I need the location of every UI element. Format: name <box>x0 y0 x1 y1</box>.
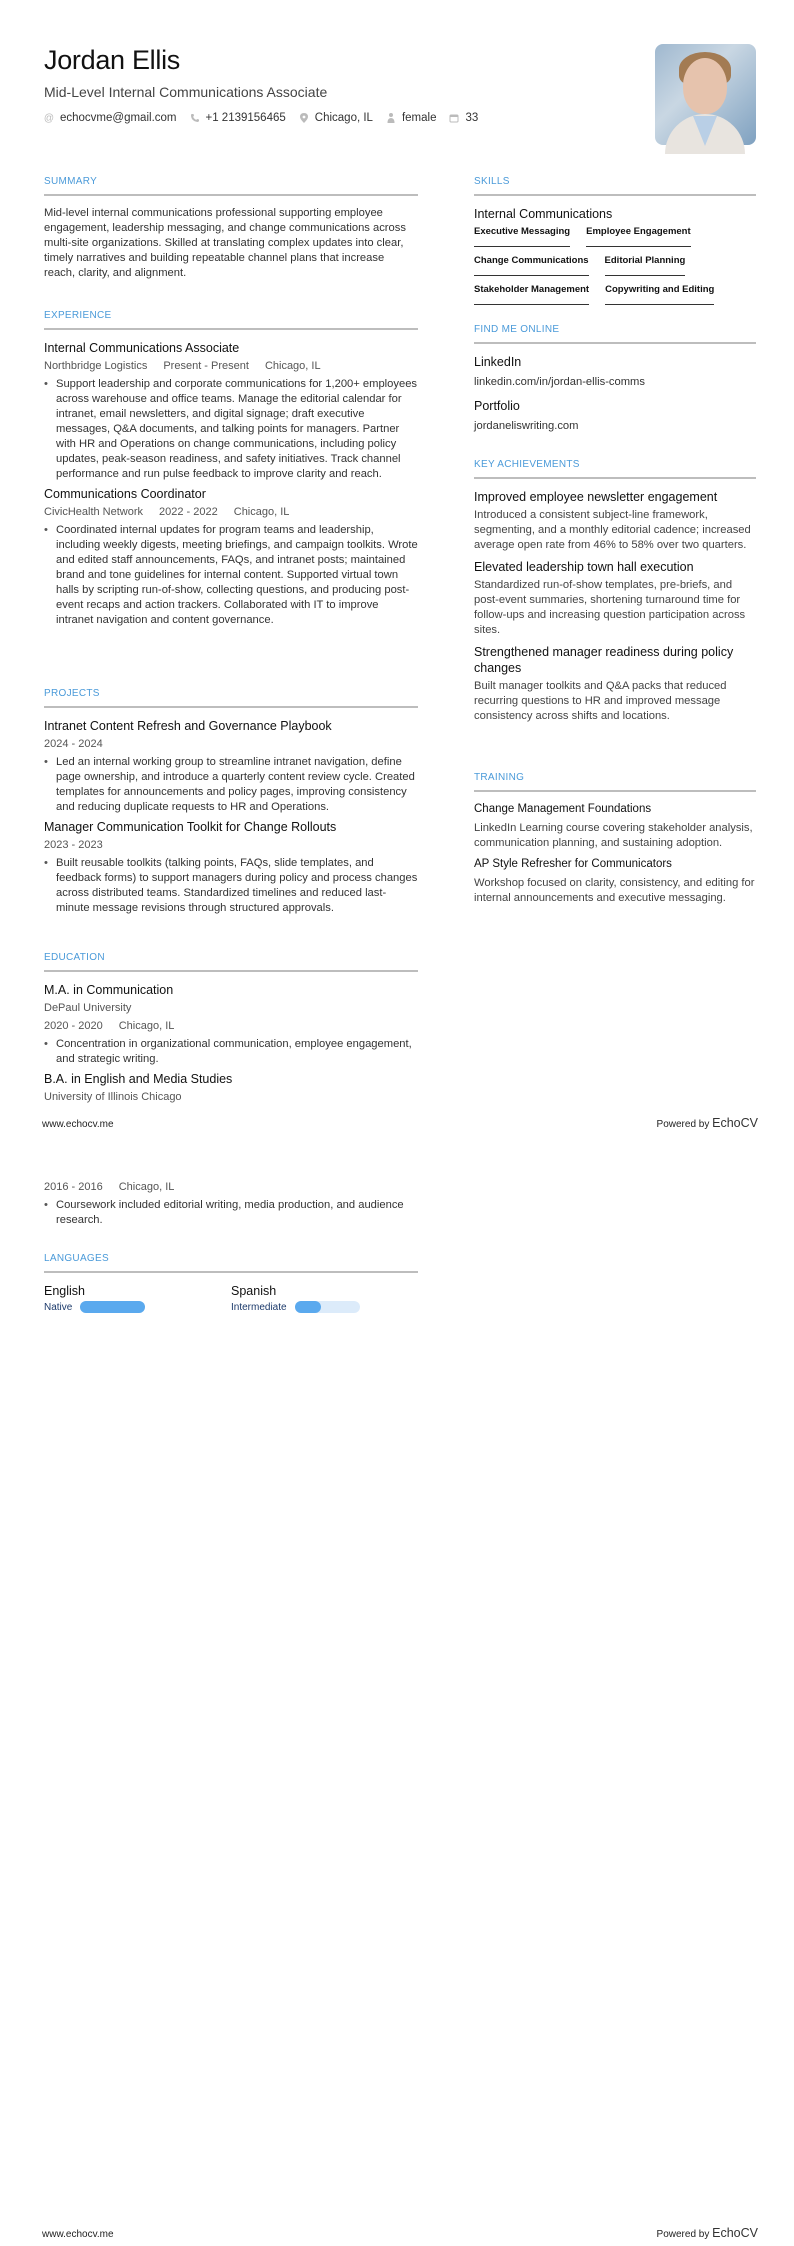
section-divider <box>474 790 756 792</box>
skill-tag: Employee Engagement <box>586 226 691 247</box>
job-location: Chicago, IL <box>233 506 290 518</box>
experience-item <box>44 486 418 628</box>
section-title: TRAINING <box>474 772 525 783</box>
location-pin-icon <box>299 113 309 123</box>
language-proficiency-bar <box>295 1301 360 1313</box>
section-title: SUMMARY <box>44 176 98 187</box>
project-description: • Led an internal working group to streamline intranet navigation, define page ownership, and introduce a quarterly content review cycle. Created templates for announcements and policy pages, improving consistency and reducing duplicate requests to HR and Operations. <box>44 755 418 815</box>
contact-age <box>449 112 478 124</box>
education-location: Chicago, IL <box>118 1020 175 1032</box>
summary-section <box>44 176 418 281</box>
education-continued <box>44 1177 418 1228</box>
projects-section <box>44 688 418 916</box>
education-dates: 2016 - 2016 <box>44 1181 103 1193</box>
skills-section <box>474 176 756 313</box>
resume-page-2 <box>0 1123 794 2246</box>
education-item <box>44 982 418 1067</box>
achievement-description: Built manager toolkits and Q&A packs that reduced recurring questions to HR and improved message consistency across shifts and locations. <box>474 680 727 722</box>
footer-powered-by: Powered by EchoCV <box>656 2226 758 2240</box>
profile-photo <box>655 44 756 145</box>
degree-title: M.A. in Communication <box>44 983 174 997</box>
footer-brand[interactable]: EchoCV <box>712 2226 758 2240</box>
footer-brand[interactable]: EchoCV <box>712 1116 758 1130</box>
contact-gender-value: female <box>401 112 437 124</box>
education-description: • Coursework included editorial writing, media production, and audience research. <box>44 1198 418 1228</box>
education-item <box>44 1071 418 1105</box>
achievement-description: Introduced a consistent subject-line framework, segmenting, and a monthly editorial cadence; increased average open rate from 46% to 58% over two quarters. <box>474 509 751 551</box>
section-title: EDUCATION <box>44 952 105 963</box>
language-level: Native <box>44 1301 73 1313</box>
achievements-section <box>474 459 756 730</box>
experience-item <box>44 340 418 482</box>
skill-tag: Change Communications <box>474 255 589 276</box>
section-title: KEY ACHIEVEMENTS <box>474 459 580 470</box>
project-item <box>44 718 418 815</box>
education-section <box>44 952 418 1105</box>
link-linkedin[interactable]: linkedin.com/in/jordan-ellis-comms <box>474 376 645 388</box>
project-title: Manager Communication Toolkit for Change Rollouts <box>44 820 337 834</box>
achievement-description: Standardized run-of-show templates, pre-briefs, and post-event summaries, shortening turnaround time for follow-ups and increasing question participation across sites. <box>474 579 746 636</box>
contact-age-value: 33 <box>465 112 479 124</box>
calendar-icon <box>449 113 459 123</box>
training-description: LinkedIn Learning course covering stakeholder analysis, communication planning, and sustaining adoption. <box>474 822 753 849</box>
school-name: University of Illinois Chicago <box>44 1091 182 1103</box>
school-name: DePaul University <box>44 1002 132 1014</box>
section-title: EXPERIENCE <box>44 310 112 321</box>
job-description: • Coordinated internal updates for program teams and leadership, including weekly digests, meeting briefings, and campaign toolkits. Wrote and edited staff announcements, FAQs, and intranet posts; maintained brand and tone guidelines for internal content. Supported virtual town halls by scripting run-of-show, collecting questions, and producing post-event recaps and action trackers. Collaborated with IT to improve intranet navigation and content governance. <box>44 523 418 628</box>
education-dates: 2020 - 2020 <box>44 1020 103 1032</box>
page-footer <box>42 2226 758 2240</box>
footer-site-link[interactable]: www.echocv.me <box>42 2229 114 2240</box>
language-item <box>231 1283 418 1313</box>
project-dates: 2024 - 2024 <box>44 738 103 750</box>
section-title: SKILLS <box>474 176 510 187</box>
contact-location-value: Chicago, IL <box>314 112 373 124</box>
section-divider <box>474 194 756 196</box>
contact-phone[interactable] <box>190 112 286 124</box>
language-name: Spanish <box>231 1284 277 1298</box>
section-divider <box>474 342 756 344</box>
contact-gender <box>386 112 437 124</box>
education-location: Chicago, IL <box>118 1181 175 1193</box>
education-description: • Concentration in organizational communication, employee engagement, and strategic writing. <box>44 1037 418 1067</box>
link-label-linkedin: LinkedIn <box>474 355 522 369</box>
job-dates: 2022 - 2022 <box>159 506 218 518</box>
footer-site-link[interactable]: www.echocv.me <box>42 1119 114 1130</box>
contact-location <box>299 112 373 124</box>
section-divider <box>44 328 418 330</box>
skill-tag: Editorial Planning <box>605 255 686 276</box>
section-title: LANGUAGES <box>44 1253 109 1264</box>
job-title: Communications Coordinator <box>44 487 206 501</box>
job-location: Chicago, IL <box>264 360 321 372</box>
phone-icon <box>190 113 200 123</box>
skill-tag: Copywriting and Editing <box>605 284 714 305</box>
achievement-title: Improved employee newsletter engagement <box>474 490 718 504</box>
language-name: English <box>44 1284 85 1298</box>
project-title: Intranet Content Refresh and Governance Playbook <box>44 719 332 733</box>
language-proficiency-bar <box>80 1301 145 1313</box>
candidate-role: Mid-Level Internal Communications Associate <box>44 84 328 100</box>
language-level: Intermediate <box>231 1301 287 1313</box>
resume-header <box>44 44 604 124</box>
contact-email[interactable] <box>44 112 177 124</box>
job-title: Internal Communications Associate <box>44 341 240 355</box>
project-item <box>44 819 418 916</box>
job-company: CivicHealth Network <box>44 506 144 518</box>
project-description: • Built reusable toolkits (talking points, FAQs, slide templates, and feedback forms) to support managers during policy and process changes across distributed teams. Standardized timelines and reduced last-minute message revisions through structured approvals. <box>44 856 418 916</box>
languages-section <box>44 1253 418 1313</box>
candidate-name: Jordan Ellis <box>44 45 180 75</box>
at-icon: @ <box>43 112 55 124</box>
section-title: FIND ME ONLINE <box>474 324 560 335</box>
section-divider <box>44 194 418 196</box>
training-title: AP Style Refresher for Communicators <box>474 858 672 870</box>
summary-text: Mid-level internal communications professional supporting employee engagement, leadership messaging, and change communications across multi-site organizations. Skilled at translating complex updates into clear, timely narratives and building repeatable channel plans that increase reach, clarity, and alignment. <box>44 207 406 279</box>
project-dates: 2023 - 2023 <box>44 839 103 851</box>
skill-tag: Stakeholder Management <box>474 284 589 305</box>
training-section <box>474 772 756 912</box>
contact-phone-value: +1 2139156465 <box>205 112 286 124</box>
language-item <box>44 1283 231 1313</box>
section-divider <box>44 1271 418 1273</box>
section-divider <box>44 970 418 972</box>
achievement-title: Strengthened manager readiness during policy changes <box>474 645 734 675</box>
training-title: Change Management Foundations <box>474 803 652 815</box>
footer-powered-by: Powered by EchoCV <box>656 1116 758 1130</box>
achievement-title: Elevated leadership town hall execution <box>474 560 694 574</box>
skill-group-title: Internal Communications <box>474 207 613 221</box>
section-title: PROJECTS <box>44 688 100 699</box>
job-dates: Present - Present <box>163 360 249 372</box>
link-label-portfolio: Portfolio <box>474 399 520 413</box>
experience-section <box>44 310 418 628</box>
section-divider <box>44 706 418 708</box>
training-description: Workshop focused on clarity, consistency, and editing for internal announcements and executive messaging. <box>474 877 755 904</box>
online-section <box>474 324 756 442</box>
skill-tag: Executive Messaging <box>474 226 570 247</box>
contact-list <box>44 112 604 124</box>
degree-title: B.A. in English and Media Studies <box>44 1072 233 1086</box>
section-divider <box>474 477 756 479</box>
job-description: • Support leadership and corporate communications for 1,200+ employees across warehouse and office teams. Manage the editorial calendar for intranet, email newsletters, and digital signage; draft executive messages, Q&A documents, and talking points for managers. Partner with HR and Operations on change communications, including policy updates, peak-season readiness, and safety initiatives. Track channel performance and run pulse feedback to improve clarity and reach. <box>44 377 418 482</box>
job-company: Northbridge Logistics <box>44 360 148 372</box>
contact-email-value: echocvme@gmail.com <box>60 112 177 124</box>
link-portfolio[interactable]: jordaneliswriting.com <box>474 420 579 432</box>
person-icon <box>386 113 396 123</box>
